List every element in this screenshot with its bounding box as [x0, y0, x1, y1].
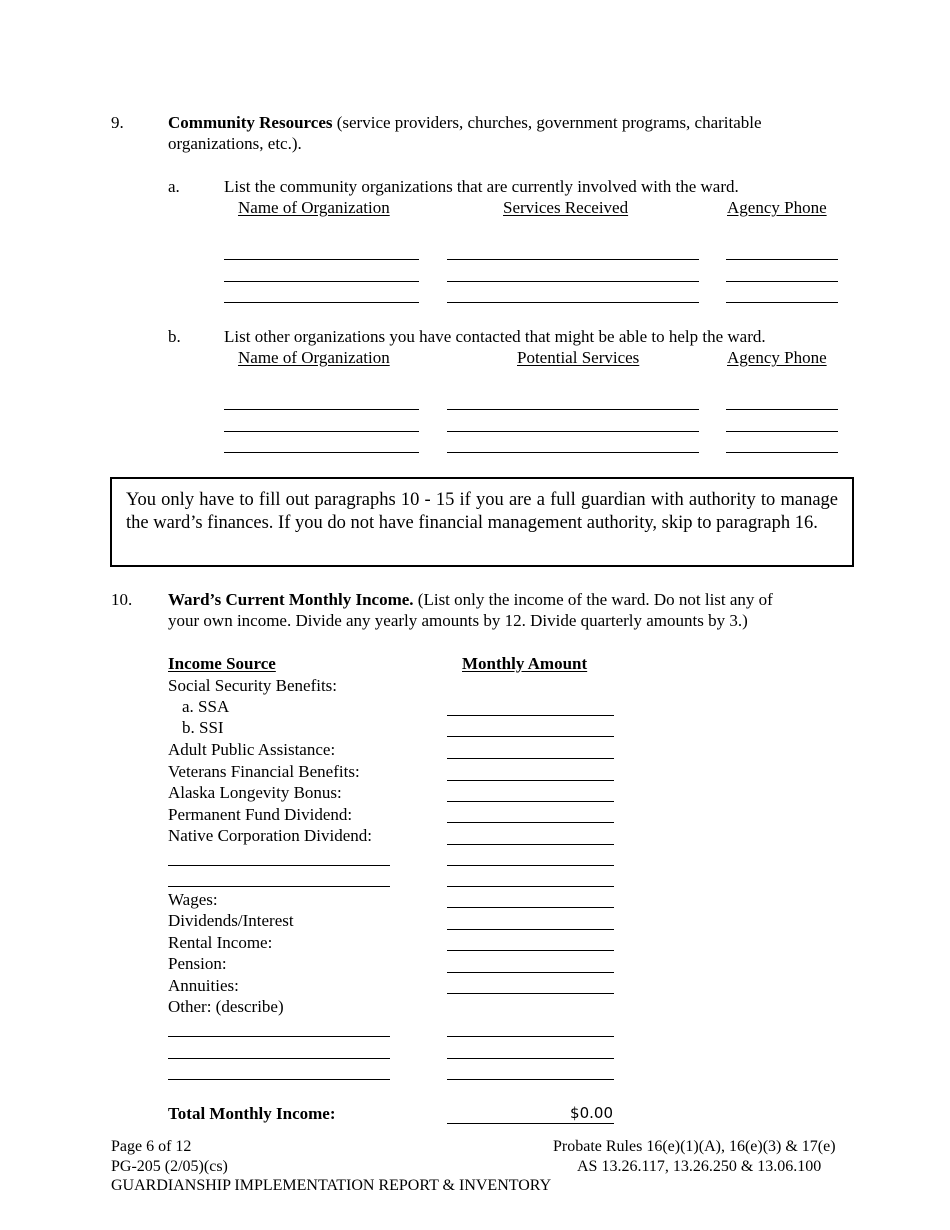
- other-source-line-3[interactable]: [168, 1079, 390, 1080]
- col-header-potential-services: Potential Services: [517, 348, 640, 367]
- section-9b-instruction: List other organizations you have contacted that might be able to help the ward.: [224, 327, 766, 346]
- service-line-b1[interactable]: [447, 409, 699, 410]
- income-native-corp-dividend: Native Corporation Dividend:: [168, 826, 372, 845]
- amount-line-other-3[interactable]: [447, 1079, 614, 1080]
- org-line-a1[interactable]: [224, 259, 419, 260]
- income-pension: Pension:: [168, 954, 227, 973]
- amount-line-other-2[interactable]: [447, 1058, 614, 1059]
- col-header-organization-a: Name of Organization: [238, 198, 390, 217]
- section-9-description-cont: organizations, etc.).: [168, 134, 302, 153]
- service-line-a3[interactable]: [447, 302, 699, 303]
- section-9a-label: a.: [168, 177, 180, 196]
- service-line-b3[interactable]: [447, 452, 699, 453]
- income-rental: Rental Income:: [168, 933, 273, 952]
- section-10-number: 10.: [111, 590, 133, 609]
- amount-line-pfd[interactable]: [447, 822, 614, 823]
- section-9-description: (service providers, churches, government programs, charitable: [332, 113, 762, 132]
- income-wages: Wages:: [168, 890, 218, 909]
- custom-source-line-1[interactable]: [168, 865, 390, 866]
- section-10-description-cont: your own income. Divide any yearly amounts by 12. Divide quarterly amounts by 3.): [168, 611, 748, 630]
- amount-line-other-1[interactable]: [447, 1036, 614, 1037]
- footer-form-number: PG-205 (2/05)(cs): [111, 1158, 228, 1175]
- other-source-line-2[interactable]: [168, 1058, 390, 1059]
- service-line-b2[interactable]: [447, 431, 699, 432]
- phone-line-a3[interactable]: [726, 302, 838, 303]
- income-dividends-interest: Dividends/Interest: [168, 911, 294, 930]
- section-9a-instruction: List the community organizations that are currently involved with the ward.: [224, 177, 739, 196]
- income-veterans-benefits: Veterans Financial Benefits:: [168, 762, 360, 781]
- amount-line-longevity[interactable]: [447, 801, 614, 802]
- income-annuities: Annuities:: [168, 976, 239, 995]
- col-header-services-received: Services Received: [503, 198, 629, 217]
- income-social-security: Social Security Benefits:: [168, 676, 338, 695]
- section-9-number: 9.: [111, 113, 124, 132]
- org-line-b3[interactable]: [224, 452, 419, 453]
- other-source-line-1[interactable]: [168, 1036, 390, 1037]
- phone-line-a2[interactable]: [726, 281, 838, 282]
- financial-authority-notice: You only have to fill out paragraphs 10 - 15 if you are a full guardian with authority to manage the ward’s finances. If you do not have financial management authority, skip to paragraph 16.: [110, 477, 854, 567]
- org-line-a2[interactable]: [224, 281, 419, 282]
- footer-probate-rules: Probate Rules 16(e)(1)(A), 16(e)(3) & 17(e): [553, 1138, 836, 1155]
- total-monthly-income-label: Total Monthly Income:: [168, 1104, 336, 1123]
- amount-line-total: [447, 1123, 614, 1124]
- income-other: Other: (describe): [168, 997, 284, 1016]
- org-line-b1[interactable]: [224, 409, 419, 410]
- amount-line-veterans[interactable]: [447, 780, 614, 781]
- income-permanent-fund-dividend: Permanent Fund Dividend:: [168, 805, 353, 824]
- amount-line-custom-1[interactable]: [447, 865, 614, 866]
- section-10-description: (List only the income of the ward. Do not list any of: [413, 590, 773, 609]
- custom-source-line-2[interactable]: [168, 886, 390, 887]
- income-adult-public-assistance: Adult Public Assistance:: [168, 740, 336, 759]
- org-line-a3[interactable]: [224, 302, 419, 303]
- amount-line-native-corp[interactable]: [447, 844, 614, 845]
- section-9b-label: b.: [168, 327, 181, 346]
- section-9-title: Community Resources: [168, 113, 333, 132]
- amount-line-ssi[interactable]: [447, 736, 614, 737]
- phone-line-b3[interactable]: [726, 452, 838, 453]
- col-header-monthly-amount: Monthly Amount: [462, 654, 588, 673]
- amount-line-public-assistance[interactable]: [447, 758, 614, 759]
- col-header-income-source: Income Source: [168, 654, 276, 673]
- org-line-b2[interactable]: [224, 431, 419, 432]
- income-ssi: b. SSI: [182, 718, 224, 737]
- amount-line-ssa[interactable]: [447, 715, 614, 716]
- amount-line-pension[interactable]: [447, 972, 614, 973]
- amount-line-annuities[interactable]: [447, 993, 614, 994]
- service-line-a1[interactable]: [447, 259, 699, 260]
- section-10-heading: [168, 590, 773, 610]
- phone-line-b2[interactable]: [726, 431, 838, 432]
- income-ssa: a. SSA: [182, 697, 230, 716]
- footer-page-number: Page 6 of 12: [111, 1138, 192, 1155]
- income-longevity-bonus: Alaska Longevity Bonus:: [168, 783, 342, 802]
- amount-line-dividends[interactable]: [447, 929, 614, 930]
- amount-line-rental[interactable]: [447, 950, 614, 951]
- section-9-heading: [168, 113, 762, 133]
- service-line-a2[interactable]: [447, 281, 699, 282]
- col-header-organization-b: Name of Organization: [238, 348, 390, 367]
- footer-statutes: AS 13.26.117, 13.26.250 & 13.06.100: [577, 1158, 822, 1175]
- phone-line-a1[interactable]: [726, 259, 838, 260]
- total-monthly-income-value[interactable]: $0.00: [570, 1104, 613, 1122]
- footer-form-title: GUARDIANSHIP IMPLEMENTATION REPORT & INVENTORY: [111, 1177, 552, 1194]
- section-10-title: Ward’s Current Monthly Income.: [168, 590, 414, 609]
- col-header-phone-b: Agency Phone: [727, 348, 827, 367]
- amount-line-custom-2[interactable]: [447, 886, 614, 887]
- col-header-phone-a: Agency Phone: [727, 198, 827, 217]
- phone-line-b1[interactable]: [726, 409, 838, 410]
- amount-line-wages[interactable]: [447, 907, 614, 908]
